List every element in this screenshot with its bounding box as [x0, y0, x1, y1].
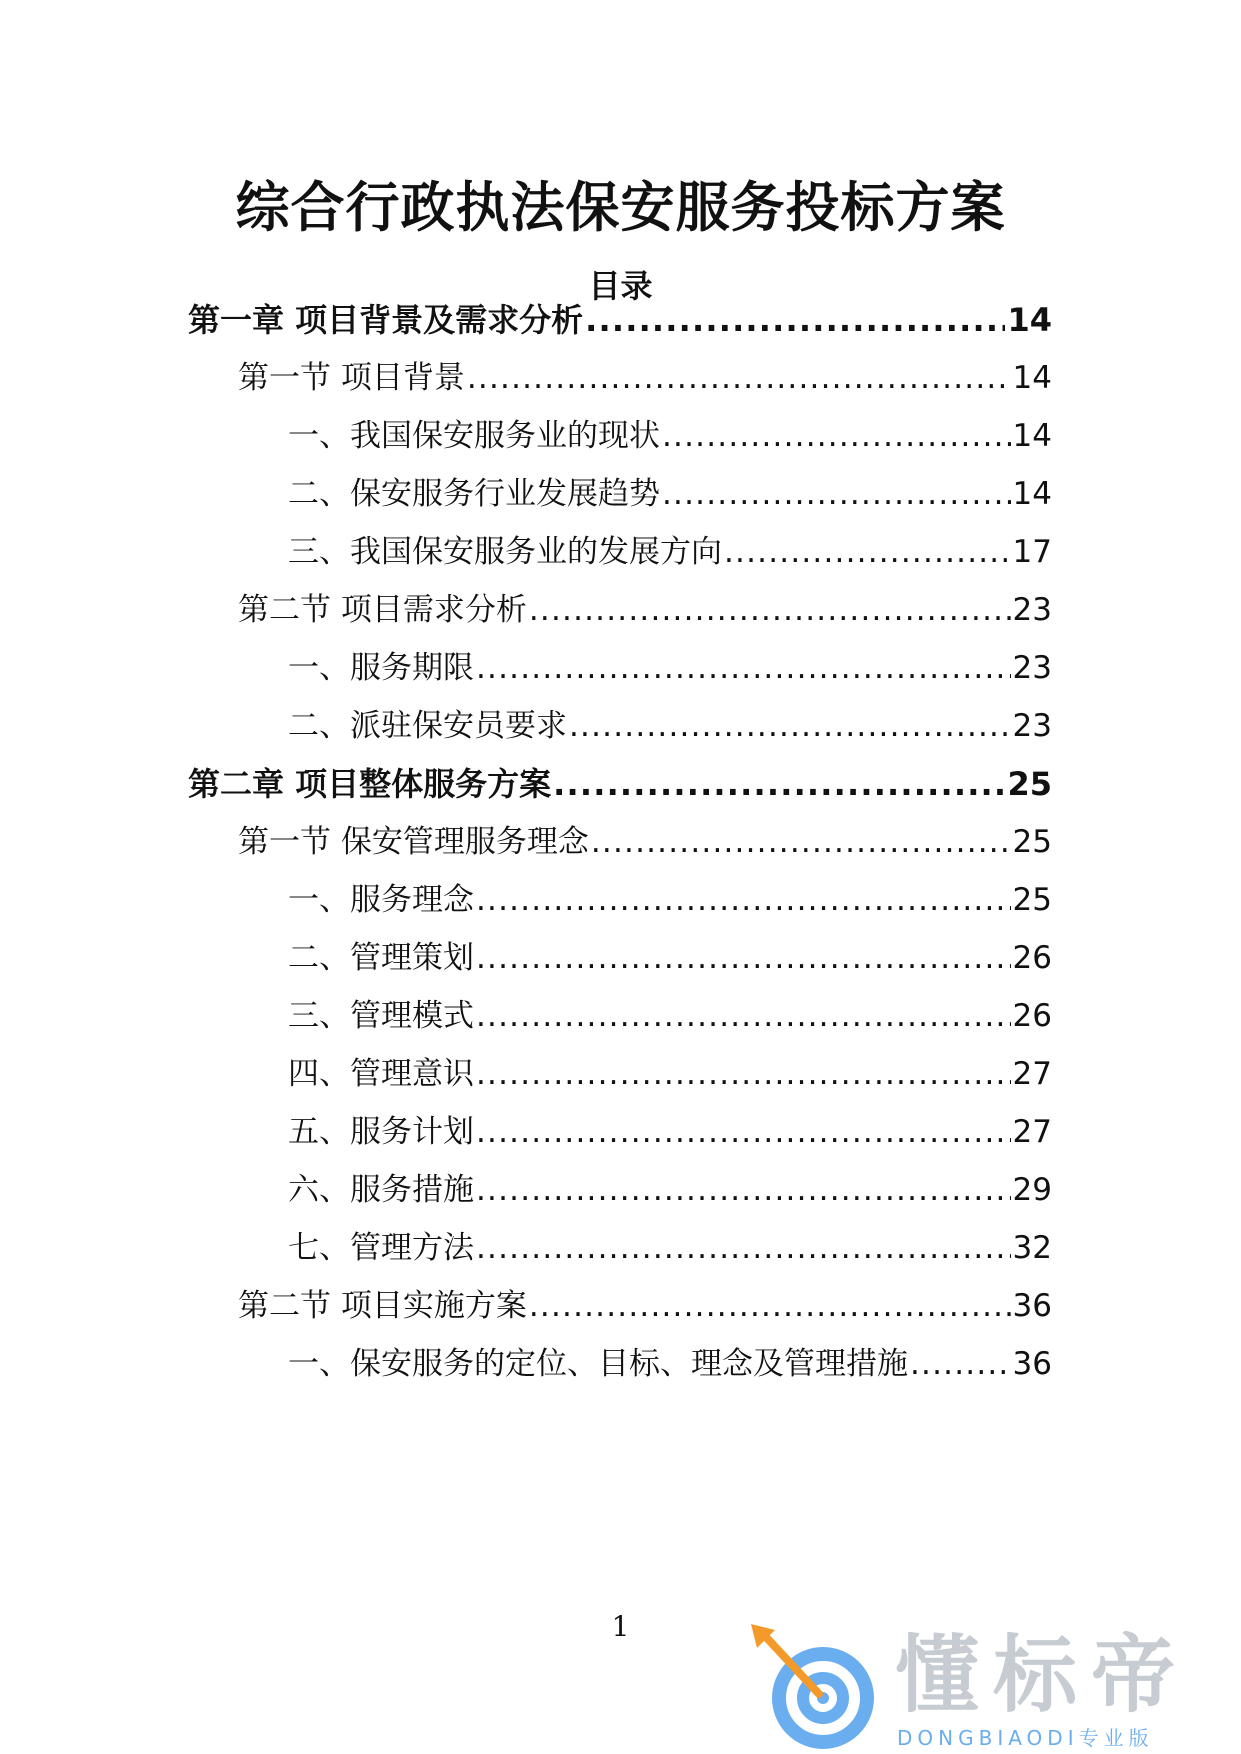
toc-entry-page: 26	[1012, 940, 1052, 976]
toc-leader-dots	[476, 938, 1011, 978]
toc-entry[interactable]	[238, 818, 1052, 862]
toc-entry-label: 三、管理模式	[288, 998, 474, 1034]
toc-entry-page: 25	[1007, 765, 1052, 803]
toc-leader-dots	[591, 822, 1011, 862]
toc-entry[interactable]	[288, 1340, 1052, 1384]
toc-entry-page: 23	[1012, 708, 1052, 744]
toc-entry-page: 14	[1012, 418, 1052, 454]
toc-entry-label: 四、管理意识	[288, 1056, 474, 1092]
toc-entry-label: 第二节 项目需求分析	[238, 592, 527, 628]
toc-entry-label: 第一章 项目背景及需求分析	[188, 301, 584, 339]
toc-entry-label: 一、服务期限	[288, 650, 474, 686]
toc-entry-label: 一、我国保安服务业的现状	[288, 418, 660, 454]
toc-entry[interactable]	[238, 1282, 1052, 1326]
toc-leader-dots	[724, 532, 1011, 572]
toc-entry[interactable]	[288, 876, 1052, 920]
document-title: 综合行政执法保安服务投标方案	[235, 176, 1006, 239]
toc-entry-label: 一、保安服务的定位、目标、理念及管理措施	[288, 1346, 908, 1382]
toc-entry-page: 14	[1012, 360, 1052, 396]
toc-entry[interactable]	[288, 992, 1052, 1036]
toc-entry-page: 14	[1012, 476, 1052, 512]
toc-entry-page: 27	[1012, 1114, 1052, 1150]
toc-leader-dots	[585, 300, 1005, 340]
toc-entry-label: 第一节 项目背景	[238, 360, 465, 396]
toc-entry[interactable]	[288, 934, 1052, 978]
toc-entry-page: 32	[1012, 1230, 1052, 1266]
page-number: 1	[611, 1610, 630, 1643]
toc-entry-label: 第二节 项目实施方案	[238, 1288, 527, 1324]
toc-entry-page: 36	[1012, 1288, 1052, 1324]
toc-leader-dots	[553, 764, 1005, 804]
toc-leader-dots	[476, 1170, 1011, 1210]
toc-entry[interactable]	[188, 760, 1052, 804]
toc-entry-label: 二、派驻保安员要求	[288, 708, 567, 744]
toc-entry-label: 二、管理策划	[288, 940, 474, 976]
target-arrow-icon	[745, 1622, 885, 1752]
toc-leader-dots	[662, 474, 1011, 514]
toc-entry-page: 27	[1012, 1056, 1052, 1092]
toc-entry-page: 25	[1012, 882, 1052, 918]
toc-entry[interactable]	[238, 354, 1052, 398]
toc-entry[interactable]	[288, 412, 1052, 456]
toc-entry-page: 25	[1012, 824, 1052, 860]
toc-entry-page: 26	[1012, 998, 1052, 1034]
toc-entry[interactable]	[288, 1108, 1052, 1152]
toc-entry[interactable]	[288, 1050, 1052, 1094]
toc-entry-label: 第二章 项目整体服务方案	[188, 765, 552, 803]
watermark	[745, 1622, 1235, 1752]
toc-entry[interactable]	[288, 702, 1052, 746]
toc-entry-page: 14	[1007, 301, 1052, 339]
toc-entry-page: 23	[1012, 592, 1052, 628]
toc-entry[interactable]	[288, 470, 1052, 514]
toc-entry-page: 36	[1012, 1346, 1052, 1382]
toc-entry-label: 七、管理方法	[288, 1230, 474, 1266]
toc-leader-dots	[529, 590, 1011, 630]
toc-entry[interactable]	[288, 528, 1052, 572]
toc-entry-label: 一、服务理念	[288, 882, 474, 918]
toc-leader-dots	[662, 416, 1011, 456]
toc-entry-page: 29	[1012, 1172, 1052, 1208]
toc-leader-dots	[476, 648, 1011, 688]
watermark-subtitle: DONGBIAODI专业版	[897, 1726, 1154, 1750]
toc-leader-dots	[529, 1286, 1011, 1326]
toc-entry-label: 三、我国保安服务业的发展方向	[288, 534, 722, 570]
toc-entry[interactable]	[288, 1224, 1052, 1268]
toc-leader-dots	[476, 1112, 1011, 1152]
toc-entry-label: 第一节 保安管理服务理念	[238, 824, 589, 860]
watermark-brand: 懂标帝	[895, 1626, 1190, 1724]
toc-leader-dots	[569, 706, 1011, 746]
toc-entry[interactable]	[288, 644, 1052, 688]
toc-entry-page: 23	[1012, 650, 1052, 686]
toc-entry-page: 17	[1012, 534, 1052, 570]
toc-entry-label: 二、保安服务行业发展趋势	[288, 476, 660, 512]
toc-leader-dots	[476, 1054, 1011, 1094]
toc-entry-label: 六、服务措施	[288, 1172, 474, 1208]
toc-leader-dots	[476, 996, 1011, 1036]
toc-leader-dots	[910, 1344, 1011, 1384]
toc-entry[interactable]	[238, 586, 1052, 630]
toc-leader-dots	[476, 880, 1011, 920]
toc-leader-dots	[476, 1228, 1011, 1268]
toc-heading: 目录	[588, 267, 653, 305]
toc-leader-dots	[467, 358, 1011, 398]
toc-entry-label: 五、服务计划	[288, 1114, 474, 1150]
toc-entry[interactable]	[288, 1166, 1052, 1210]
toc-entry[interactable]	[188, 296, 1052, 340]
